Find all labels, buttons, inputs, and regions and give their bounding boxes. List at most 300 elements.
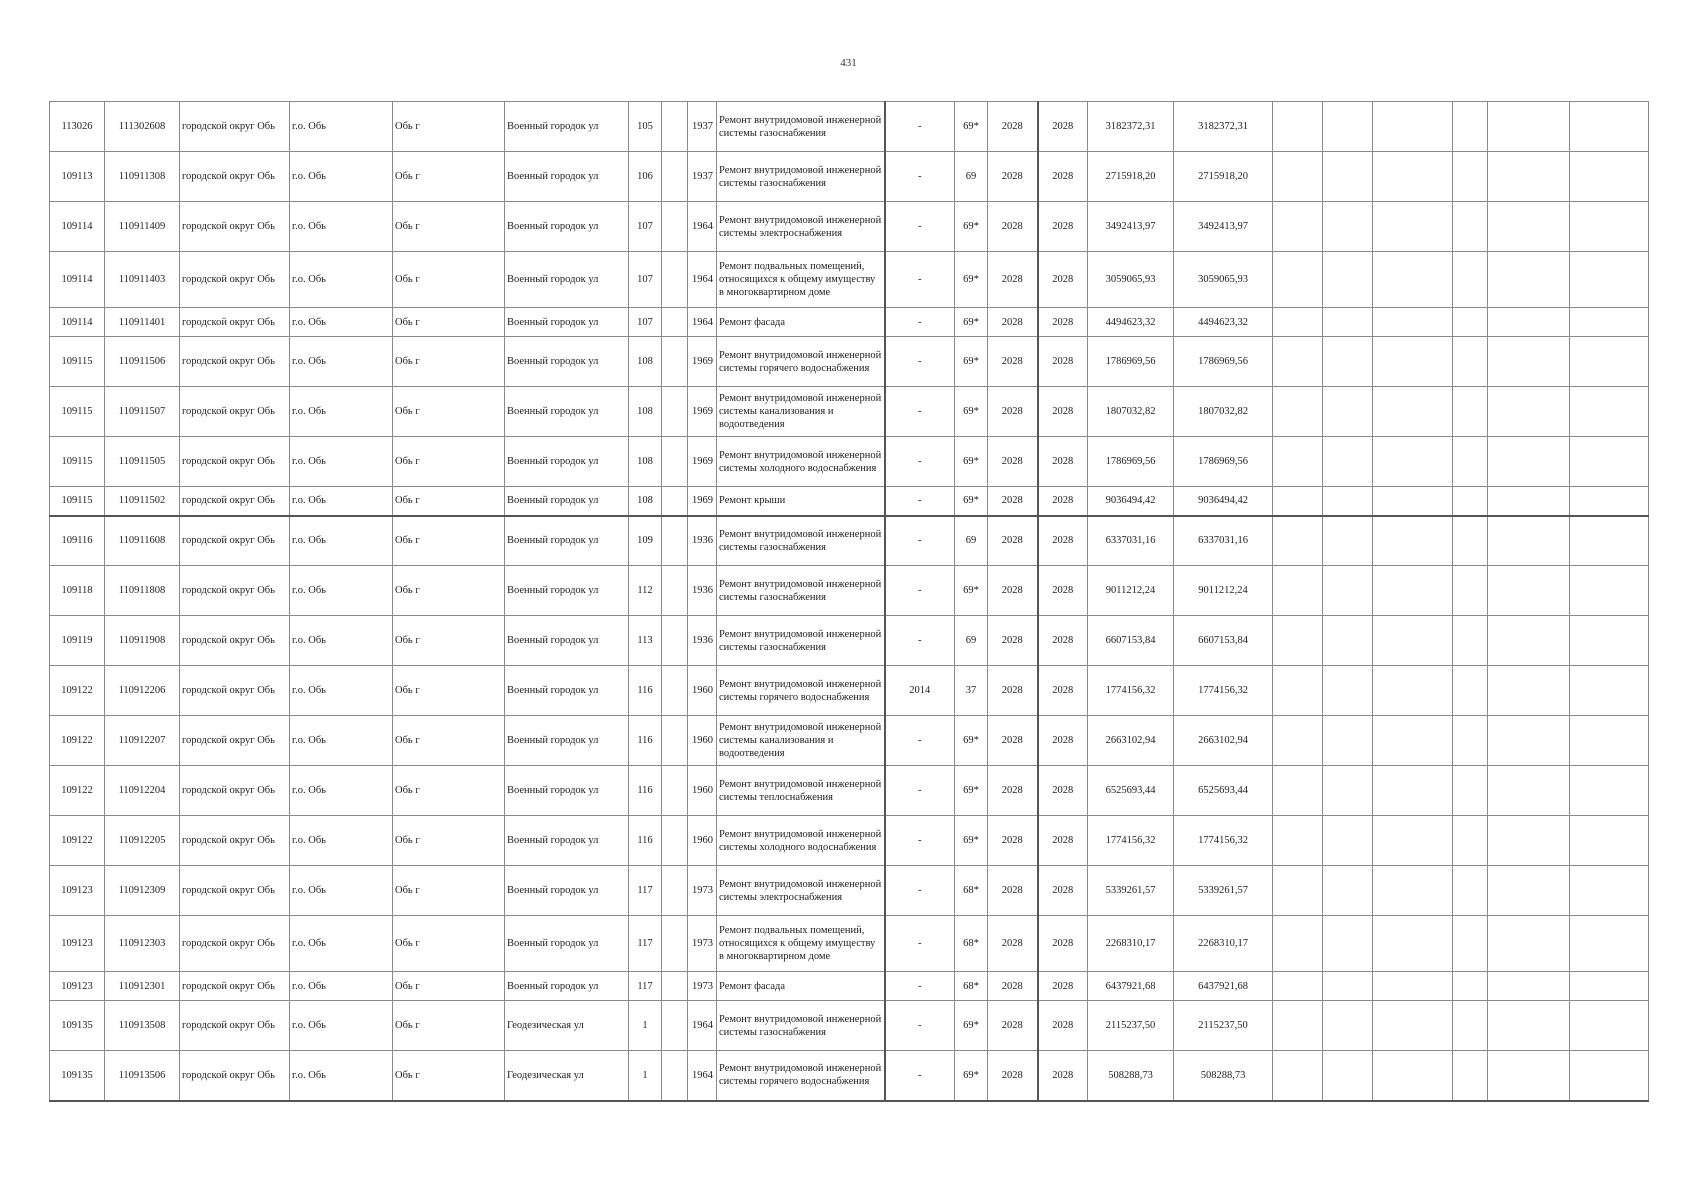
total-cost-cell: 6337031,16 (1174, 516, 1273, 566)
prev-repair-year-cell: - (885, 437, 955, 487)
blank-cell (1453, 1051, 1488, 1101)
blank-cell (662, 152, 688, 202)
year-cell: 1964 (688, 252, 717, 308)
blank-cell (662, 766, 688, 816)
blank-cell (1273, 308, 1323, 337)
blank-cell (1453, 202, 1488, 252)
year-cell: 1960 (688, 816, 717, 866)
id-cell: 109122 (50, 816, 105, 866)
locality-cell: Обь г (393, 1001, 505, 1051)
plan-start-cell: 2028 (988, 716, 1038, 766)
blank-cell (1323, 1051, 1373, 1101)
blank-cell (1373, 616, 1453, 666)
blank-cell (1323, 566, 1373, 616)
locality-cell: Обь г (393, 816, 505, 866)
blank-cell (1570, 566, 1649, 616)
year-cell: 1973 (688, 916, 717, 972)
cost-cell: 5339261,57 (1088, 866, 1174, 916)
house-cell: 116 (629, 716, 662, 766)
prev-repair-year-cell: - (885, 102, 955, 152)
blank-cell (1488, 666, 1570, 716)
house-cell: 107 (629, 308, 662, 337)
work-type-cell: Ремонт внутридомовой инженерной системы электроснабжения (717, 202, 885, 252)
table-row (50, 816, 1649, 866)
plan-start-cell: 2028 (988, 437, 1038, 487)
blank-cell (1323, 766, 1373, 816)
year-cell: 1969 (688, 437, 717, 487)
street-cell: Военный городок ул (505, 916, 629, 972)
blank-cell (1570, 666, 1649, 716)
total-cost-cell: 6607153,84 (1174, 616, 1273, 666)
blank-cell (1488, 866, 1570, 916)
blank-cell (1373, 252, 1453, 308)
total-cost-cell: 508288,73 (1174, 1051, 1273, 1101)
year-cell: 1936 (688, 566, 717, 616)
prev-repair-year-cell: - (885, 816, 955, 866)
district-cell: городской округ Обь (180, 1051, 290, 1101)
wear-percent-cell: 69* (955, 716, 988, 766)
prev-repair-year-cell: - (885, 1001, 955, 1051)
blank-cell (662, 566, 688, 616)
table-row (50, 916, 1649, 972)
plan-end-cell: 2028 (1038, 716, 1088, 766)
blank-cell (1453, 308, 1488, 337)
prev-repair-year-cell: - (885, 308, 955, 337)
work-type-cell: Ремонт фасада (717, 308, 885, 337)
blank-cell (1373, 1001, 1453, 1051)
blank-cell (1373, 766, 1453, 816)
wear-percent-cell: 69 (955, 152, 988, 202)
work-type-cell: Ремонт внутридомовой инженерной системы газоснабжения (717, 566, 885, 616)
year-cell: 1936 (688, 616, 717, 666)
house-cell: 116 (629, 816, 662, 866)
blank-cell (1273, 766, 1323, 816)
cost-cell: 1774156,32 (1088, 816, 1174, 866)
blank-cell (1273, 972, 1323, 1001)
code-cell: 110911908 (105, 616, 180, 666)
plan-end-cell: 2028 (1038, 766, 1088, 816)
prev-repair-year-cell: - (885, 1051, 955, 1101)
municipality-cell: г.о. Обь (290, 102, 393, 152)
plan-end-cell: 2028 (1038, 616, 1088, 666)
plan-end-cell: 2028 (1038, 816, 1088, 866)
locality-cell: Обь г (393, 766, 505, 816)
blank-cell (1273, 816, 1323, 866)
district-cell: городской округ Обь (180, 437, 290, 487)
work-type-cell: Ремонт внутридомовой инженерной системы канализования и водоотведения (717, 716, 885, 766)
blank-cell (1570, 308, 1649, 337)
house-cell: 112 (629, 566, 662, 616)
street-cell: Военный городок ул (505, 716, 629, 766)
municipality-cell: г.о. Обь (290, 308, 393, 337)
code-cell: 110911308 (105, 152, 180, 202)
blank-cell (1570, 1051, 1649, 1101)
plan-start-cell: 2028 (988, 487, 1038, 516)
blank-cell (1323, 916, 1373, 972)
municipality-cell: г.о. Обь (290, 666, 393, 716)
wear-percent-cell: 69* (955, 387, 988, 437)
cost-cell: 1774156,32 (1088, 666, 1174, 716)
total-cost-cell: 9011212,24 (1174, 566, 1273, 616)
id-cell: 113026 (50, 102, 105, 152)
house-cell: 108 (629, 487, 662, 516)
total-cost-cell: 3059065,93 (1174, 252, 1273, 308)
code-cell: 110911502 (105, 487, 180, 516)
blank-cell (1453, 337, 1488, 387)
table-body (50, 102, 1649, 1101)
plan-start-cell: 2028 (988, 616, 1038, 666)
municipality-cell: г.о. Обь (290, 1051, 393, 1101)
plan-start-cell: 2028 (988, 916, 1038, 972)
wear-percent-cell: 68* (955, 972, 988, 1001)
locality-cell: Обь г (393, 437, 505, 487)
blank-cell (1570, 437, 1649, 487)
blank-cell (1373, 916, 1453, 972)
blank-cell (1323, 308, 1373, 337)
id-cell: 109113 (50, 152, 105, 202)
table-row (50, 437, 1649, 487)
plan-end-cell: 2028 (1038, 487, 1088, 516)
year-cell: 1964 (688, 1051, 717, 1101)
street-cell: Военный городок ул (505, 202, 629, 252)
wear-percent-cell: 69* (955, 766, 988, 816)
work-type-cell: Ремонт внутридомовой инженерной системы горячего водоснабжения (717, 666, 885, 716)
district-cell: городской округ Обь (180, 252, 290, 308)
year-cell: 1964 (688, 1001, 717, 1051)
table-row (50, 716, 1649, 766)
cost-cell: 2115237,50 (1088, 1001, 1174, 1051)
total-cost-cell: 2268310,17 (1174, 916, 1273, 972)
district-cell: городской округ Обь (180, 202, 290, 252)
district-cell: городской округ Обь (180, 152, 290, 202)
blank-cell (1373, 866, 1453, 916)
blank-cell (1273, 387, 1323, 437)
blank-cell (1323, 152, 1373, 202)
district-cell: городской округ Обь (180, 616, 290, 666)
repair-program-table (49, 101, 1649, 1102)
blank-cell (1453, 866, 1488, 916)
code-cell: 110912301 (105, 972, 180, 1001)
code-cell: 110911505 (105, 437, 180, 487)
blank-cell (1273, 202, 1323, 252)
blank-cell (1488, 616, 1570, 666)
blank-cell (1273, 866, 1323, 916)
plan-end-cell: 2028 (1038, 337, 1088, 387)
blank-cell (1488, 252, 1570, 308)
municipality-cell: г.о. Обь (290, 616, 393, 666)
plan-start-cell: 2028 (988, 252, 1038, 308)
street-cell: Военный городок ул (505, 766, 629, 816)
total-cost-cell: 2115237,50 (1174, 1001, 1273, 1051)
table-row (50, 516, 1649, 566)
blank-cell (1488, 308, 1570, 337)
prev-repair-year-cell: - (885, 516, 955, 566)
wear-percent-cell: 69* (955, 816, 988, 866)
blank-cell (1570, 152, 1649, 202)
plan-end-cell: 2028 (1038, 1001, 1088, 1051)
wear-percent-cell: 69* (955, 202, 988, 252)
plan-start-cell: 2028 (988, 566, 1038, 616)
total-cost-cell: 9036494,42 (1174, 487, 1273, 516)
blank-cell (662, 308, 688, 337)
municipality-cell: г.о. Обь (290, 972, 393, 1001)
blank-cell (1373, 387, 1453, 437)
wear-percent-cell: 68* (955, 866, 988, 916)
table-row (50, 337, 1649, 387)
municipality-cell: г.о. Обь (290, 816, 393, 866)
blank-cell (662, 1001, 688, 1051)
cost-cell: 1786969,56 (1088, 437, 1174, 487)
locality-cell: Обь г (393, 1051, 505, 1101)
wear-percent-cell: 68* (955, 916, 988, 972)
plan-end-cell: 2028 (1038, 308, 1088, 337)
prev-repair-year-cell: - (885, 152, 955, 202)
street-cell: Военный городок ул (505, 387, 629, 437)
wear-percent-cell: 69* (955, 1001, 988, 1051)
blank-cell (1488, 1001, 1570, 1051)
blank-cell (1570, 972, 1649, 1001)
wear-percent-cell: 69* (955, 337, 988, 387)
blank-cell (1488, 516, 1570, 566)
blank-cell (1488, 102, 1570, 152)
year-cell: 1969 (688, 487, 717, 516)
work-type-cell: Ремонт внутридомовой инженерной системы газоснабжения (717, 1001, 885, 1051)
locality-cell: Обь г (393, 566, 505, 616)
wear-percent-cell: 69* (955, 566, 988, 616)
blank-cell (662, 666, 688, 716)
blank-cell (1570, 916, 1649, 972)
year-cell: 1973 (688, 866, 717, 916)
code-cell: 110912309 (105, 866, 180, 916)
total-cost-cell: 3182372,31 (1174, 102, 1273, 152)
table-row (50, 387, 1649, 437)
house-cell: 116 (629, 766, 662, 816)
cost-cell: 9036494,42 (1088, 487, 1174, 516)
table-row (50, 308, 1649, 337)
page-number: 431 (840, 57, 857, 69)
blank-cell (1273, 252, 1323, 308)
work-type-cell: Ремонт внутридомовой инженерной системы горячего водоснабжения (717, 1051, 885, 1101)
house-cell: 1 (629, 1051, 662, 1101)
street-cell: Военный городок ул (505, 487, 629, 516)
wear-percent-cell: 69* (955, 102, 988, 152)
year-cell: 1973 (688, 972, 717, 1001)
blank-cell (662, 102, 688, 152)
work-type-cell: Ремонт внутридомовой инженерной системы холодного водоснабжения (717, 437, 885, 487)
locality-cell: Обь г (393, 716, 505, 766)
table-row (50, 252, 1649, 308)
code-cell: 110912206 (105, 666, 180, 716)
total-cost-cell: 1786969,56 (1174, 437, 1273, 487)
prev-repair-year-cell: - (885, 337, 955, 387)
blank-cell (1323, 337, 1373, 387)
prev-repair-year-cell: - (885, 487, 955, 516)
id-cell: 109118 (50, 566, 105, 616)
blank-cell (1373, 516, 1453, 566)
plan-start-cell: 2028 (988, 337, 1038, 387)
id-cell: 109122 (50, 716, 105, 766)
street-cell: Военный городок ул (505, 102, 629, 152)
district-cell: городской округ Обь (180, 972, 290, 1001)
blank-cell (1273, 487, 1323, 516)
blank-cell (1453, 487, 1488, 516)
blank-cell (662, 916, 688, 972)
locality-cell: Обь г (393, 308, 505, 337)
code-cell: 110911401 (105, 308, 180, 337)
street-cell: Военный городок ул (505, 437, 629, 487)
table-row (50, 102, 1649, 152)
blank-cell (1273, 566, 1323, 616)
locality-cell: Обь г (393, 866, 505, 916)
blank-cell (1488, 972, 1570, 1001)
locality-cell: Обь г (393, 516, 505, 566)
work-type-cell: Ремонт внутридомовой инженерной системы канализования и водоотведения (717, 387, 885, 437)
blank-cell (1373, 666, 1453, 716)
total-cost-cell: 6437921,68 (1174, 972, 1273, 1001)
cost-cell: 3182372,31 (1088, 102, 1174, 152)
street-cell: Военный городок ул (505, 616, 629, 666)
district-cell: городской округ Обь (180, 816, 290, 866)
wear-percent-cell: 69* (955, 308, 988, 337)
blank-cell (1570, 252, 1649, 308)
locality-cell: Обь г (393, 202, 505, 252)
plan-start-cell: 2028 (988, 1051, 1038, 1101)
blank-cell (662, 516, 688, 566)
blank-cell (1323, 972, 1373, 1001)
municipality-cell: г.о. Обь (290, 566, 393, 616)
blank-cell (1273, 102, 1323, 152)
street-cell: Военный городок ул (505, 866, 629, 916)
cost-cell: 1786969,56 (1088, 337, 1174, 387)
table-row (50, 766, 1649, 816)
year-cell: 1937 (688, 102, 717, 152)
blank-cell (1453, 916, 1488, 972)
blank-cell (1273, 716, 1323, 766)
house-cell: 108 (629, 437, 662, 487)
prev-repair-year-cell: - (885, 387, 955, 437)
cost-cell: 2715918,20 (1088, 152, 1174, 202)
blank-cell (1453, 252, 1488, 308)
total-cost-cell: 1774156,32 (1174, 816, 1273, 866)
blank-cell (1273, 666, 1323, 716)
blank-cell (1323, 102, 1373, 152)
house-cell: 109 (629, 516, 662, 566)
id-cell: 109115 (50, 437, 105, 487)
code-cell: 110913506 (105, 1051, 180, 1101)
blank-cell (1488, 1051, 1570, 1101)
blank-cell (1453, 1001, 1488, 1051)
blank-cell (1323, 666, 1373, 716)
id-cell: 109115 (50, 387, 105, 437)
district-cell: городской округ Обь (180, 516, 290, 566)
locality-cell: Обь г (393, 487, 505, 516)
id-cell: 109122 (50, 766, 105, 816)
prev-repair-year-cell: - (885, 716, 955, 766)
blank-cell (1453, 616, 1488, 666)
blank-cell (1373, 102, 1453, 152)
blank-cell (1453, 716, 1488, 766)
table-row (50, 666, 1649, 716)
id-cell: 109114 (50, 308, 105, 337)
municipality-cell: г.о. Обь (290, 716, 393, 766)
blank-cell (1488, 916, 1570, 972)
blank-cell (1373, 308, 1453, 337)
prev-repair-year-cell: - (885, 616, 955, 666)
plan-start-cell: 2028 (988, 387, 1038, 437)
blank-cell (1323, 816, 1373, 866)
blank-cell (1488, 387, 1570, 437)
cost-cell: 6525693,44 (1088, 766, 1174, 816)
district-cell: городской округ Обь (180, 716, 290, 766)
cost-cell: 2268310,17 (1088, 916, 1174, 972)
blank-cell (1570, 616, 1649, 666)
plan-end-cell: 2028 (1038, 152, 1088, 202)
cost-cell: 6437921,68 (1088, 972, 1174, 1001)
prev-repair-year-cell: - (885, 566, 955, 616)
prev-repair-year-cell: - (885, 866, 955, 916)
code-cell: 110911507 (105, 387, 180, 437)
house-cell: 108 (629, 337, 662, 387)
municipality-cell: г.о. Обь (290, 916, 393, 972)
blank-cell (1453, 666, 1488, 716)
street-cell: Военный городок ул (505, 566, 629, 616)
blank-cell (1570, 202, 1649, 252)
blank-cell (1323, 387, 1373, 437)
code-cell: 110912205 (105, 816, 180, 866)
table-row (50, 616, 1649, 666)
plan-end-cell: 2028 (1038, 666, 1088, 716)
house-cell: 107 (629, 252, 662, 308)
id-cell: 109135 (50, 1001, 105, 1051)
plan-end-cell: 2028 (1038, 437, 1088, 487)
blank-cell (662, 816, 688, 866)
blank-cell (662, 866, 688, 916)
plan-start-cell: 2028 (988, 972, 1038, 1001)
id-cell: 109115 (50, 337, 105, 387)
table-row (50, 487, 1649, 516)
blank-cell (1570, 337, 1649, 387)
blank-cell (1323, 516, 1373, 566)
plan-end-cell: 2028 (1038, 916, 1088, 972)
plan-end-cell: 2028 (1038, 566, 1088, 616)
id-cell: 109116 (50, 516, 105, 566)
cost-cell: 508288,73 (1088, 1051, 1174, 1101)
plan-end-cell: 2028 (1038, 516, 1088, 566)
wear-percent-cell: 69* (955, 487, 988, 516)
code-cell: 110912207 (105, 716, 180, 766)
district-cell: городской округ Обь (180, 387, 290, 437)
wear-percent-cell: 37 (955, 666, 988, 716)
wear-percent-cell: 69* (955, 1051, 988, 1101)
district-cell: городской округ Обь (180, 308, 290, 337)
total-cost-cell: 2715918,20 (1174, 152, 1273, 202)
table-row (50, 1001, 1649, 1051)
municipality-cell: г.о. Обь (290, 337, 393, 387)
prev-repair-year-cell: - (885, 766, 955, 816)
blank-cell (1453, 102, 1488, 152)
blank-cell (1488, 152, 1570, 202)
house-cell: 1 (629, 1001, 662, 1051)
blank-cell (1570, 487, 1649, 516)
blank-cell (1373, 487, 1453, 516)
total-cost-cell: 5339261,57 (1174, 866, 1273, 916)
work-type-cell: Ремонт внутридомовой инженерной системы электроснабжения (717, 866, 885, 916)
work-type-cell: Ремонт фасада (717, 972, 885, 1001)
year-cell: 1936 (688, 516, 717, 566)
blank-cell (662, 252, 688, 308)
blank-cell (1570, 766, 1649, 816)
code-cell: 111302608 (105, 102, 180, 152)
